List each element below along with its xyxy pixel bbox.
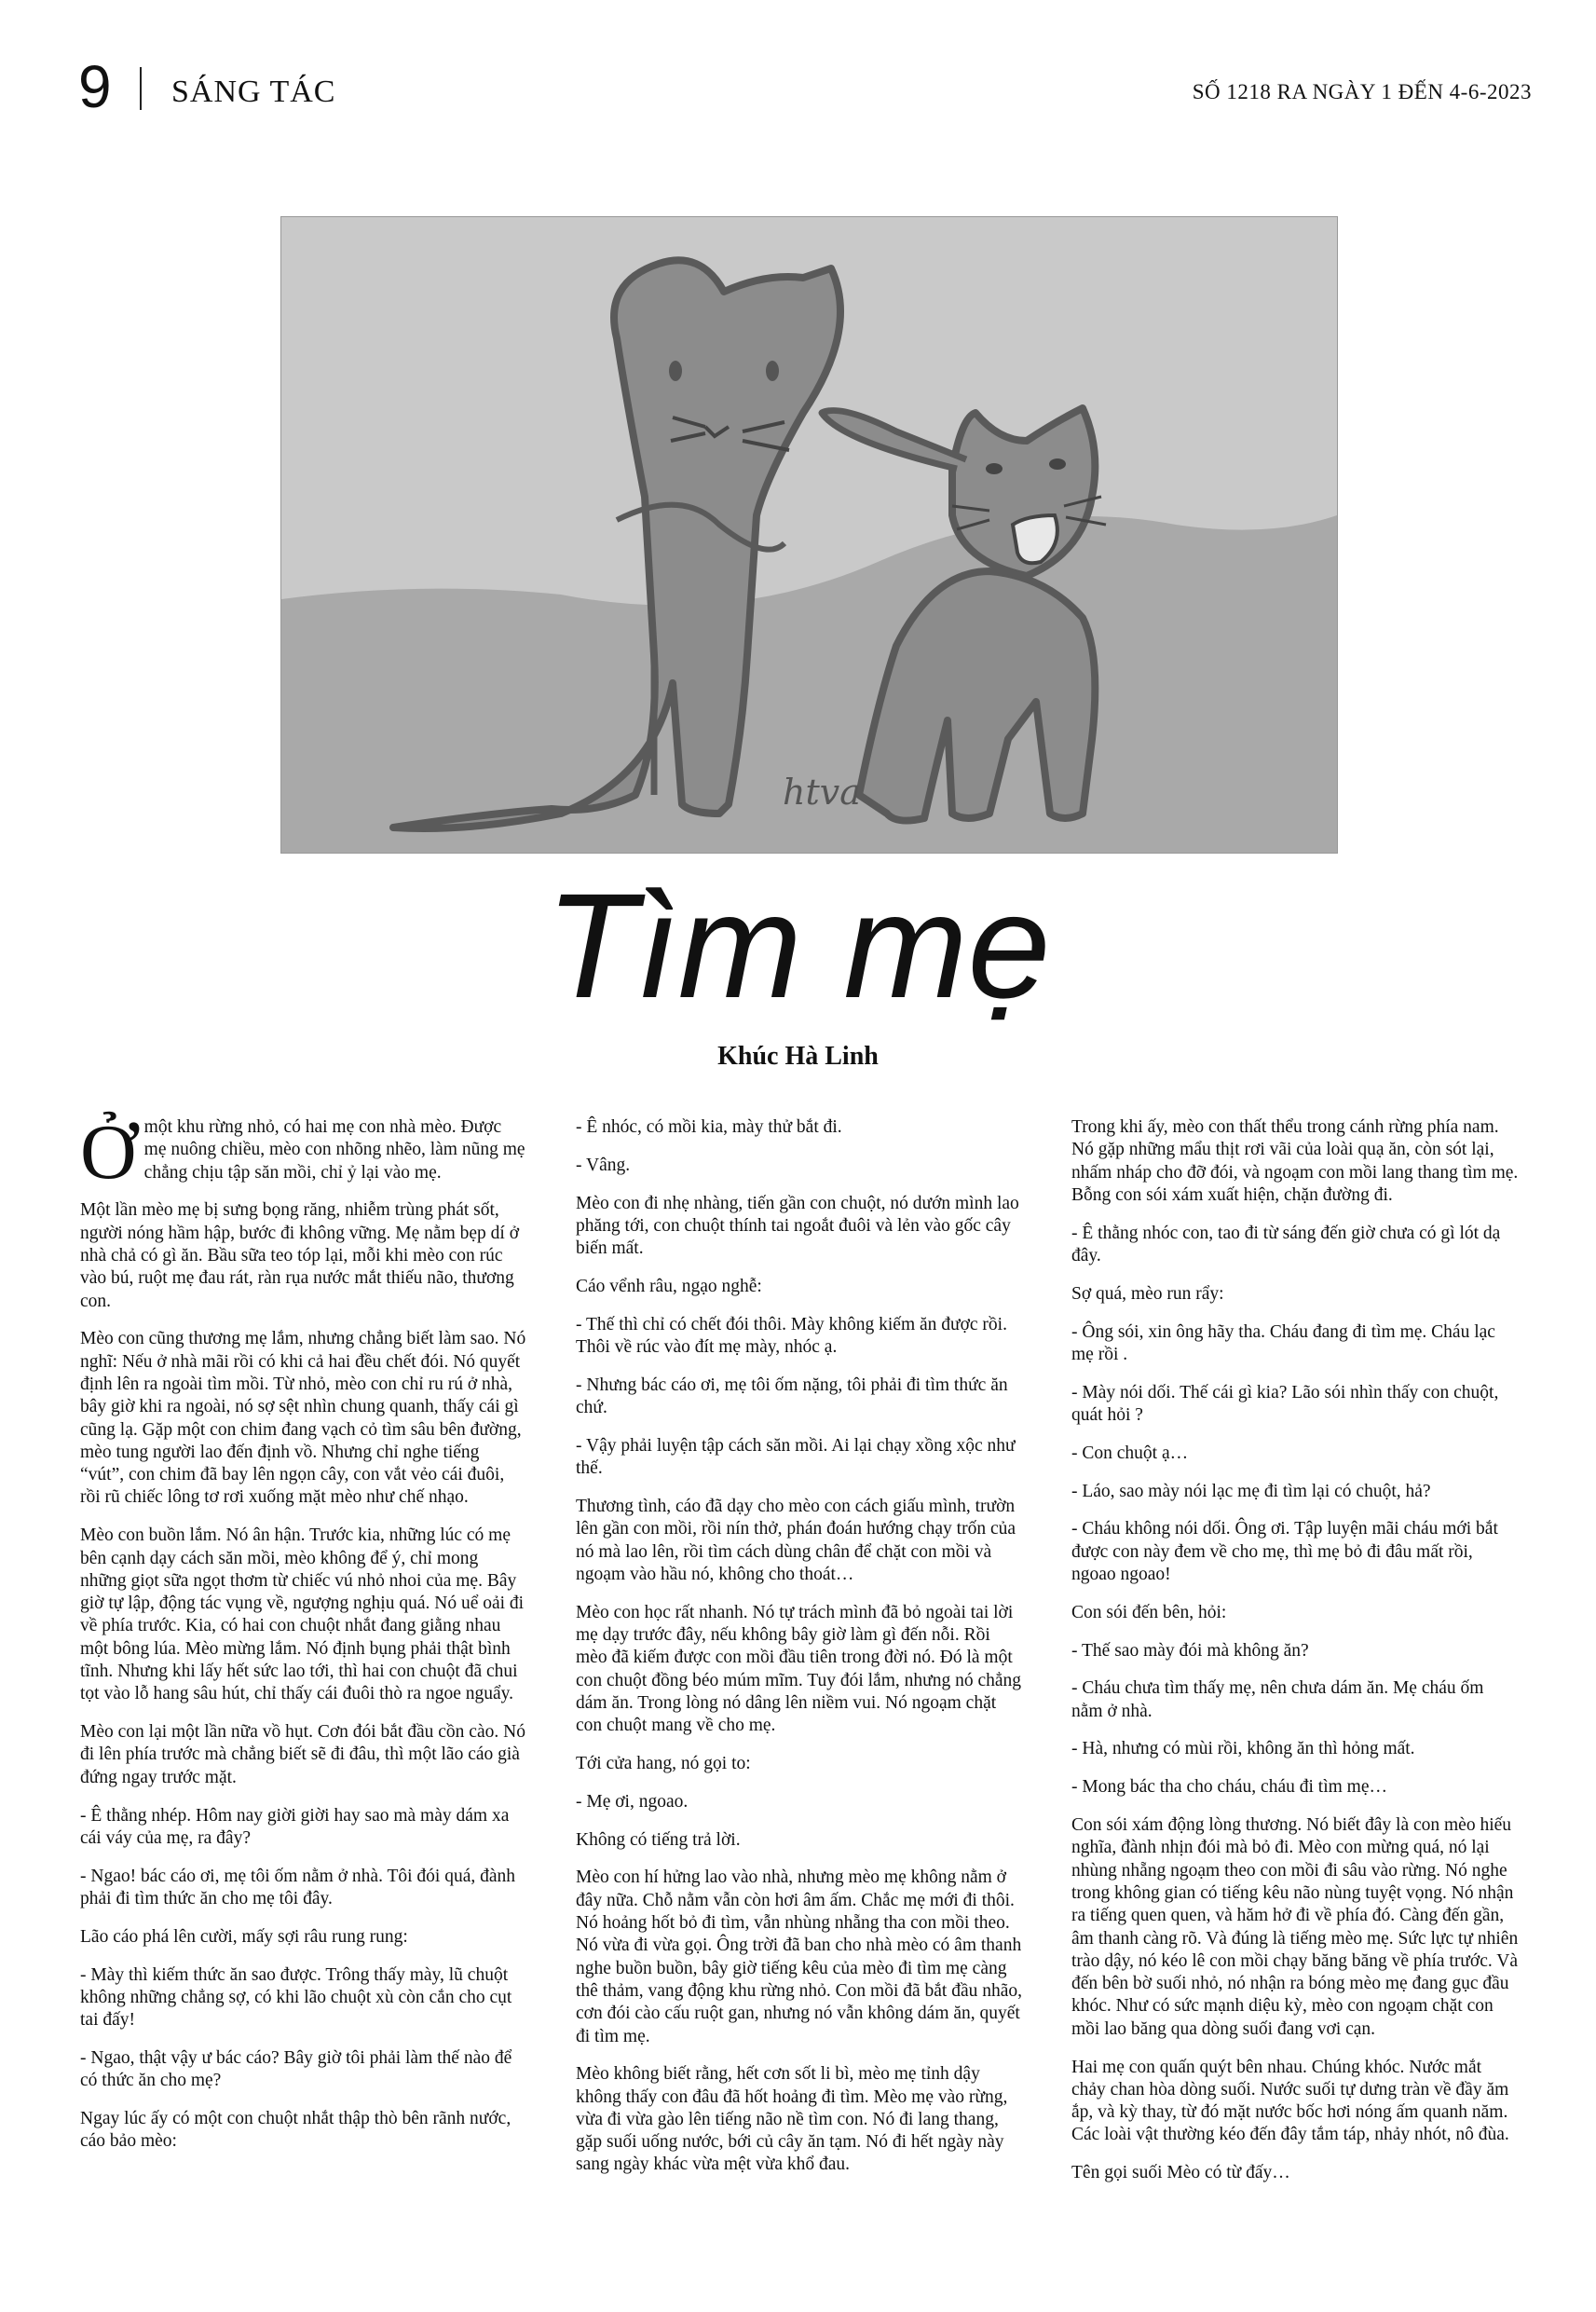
paragraph: Mèo con học rất nhanh. Nó tự trách mình đã bỏ ngoài tai lời mẹ dạy trước đây, nếu không bây giờ làm gì đến nỗi. Rồi mèo đã kiếm được con mồi đầu tiên trong đời nó. Đó là một con chuột đồng béo múm mĩm. Tuy đói lắm, nhưng nó chẳng dám ăn. Trong lòng nó dâng lên niềm vui. Nó ngoạm chặt con chuột mang về cho mẹ.: [576, 1602, 1022, 1736]
paragraph: Sợ quá, mèo run rẩy:: [1071, 1283, 1224, 1304]
mother-cat-eye-right: [766, 361, 779, 381]
paragraph: - Mày thì kiếm thức ăn sao được. Trông thấy mày, lũ chuột không những chẳng sợ, có khi lão chuột xù còn cắn cho cụt tai đấy!: [80, 1964, 512, 2031]
paragraph: - Ê thằng nhép. Hôm nay giời giời hay sao mà mày dám xa cái váy của mẹ, ra đây?: [80, 1805, 510, 1848]
column-1: [80, 1109, 527, 2168]
first-paragraph: Ởmột khu rừng nhỏ, có hai mẹ con nhà mèo. Được mẹ nuông chiều, mèo con nhõng nhẽo, làm nũng mẹ chẳng chịu tập săn mồi, chỉ ỷ lại vào mẹ.: [80, 1109, 525, 1196]
paragraph: - Nhưng bác cáo ơi, mẹ tôi ốm nặng, tôi phải đi tìm thức ăn chứ.: [576, 1375, 1008, 1418]
article-title: Tìm mẹ: [545, 862, 1051, 1029]
paragraph: - Hà, nhưng có mùi rồi, không ăn thì hỏng mất.: [1071, 1739, 1415, 1759]
page-number: 9: [78, 53, 112, 120]
kitten-eye-left: [986, 463, 1003, 474]
paragraph: Hai mẹ con quấn quýt bên nhau. Chúng khóc. Nước mắt chảy chan hòa dòng suối. Nước suối tự dưng tràn về đầy ăm ắp, và kỳ thay, từ đó mặt nước bốc hơi nóng ấm quanh năm. Các loài vật thường kéo đến đây tắm táp, nhảy nhót, nô đùa.: [1071, 2057, 1509, 2145]
paragraph: - Ê nhóc, có mồi kia, mày thử bắt đi.: [576, 1117, 842, 1137]
illustration: [280, 216, 1338, 854]
paragraph: Cáo vểnh râu, ngạo nghễ:: [576, 1276, 762, 1296]
paragraph: - Thế sao mày đói mà không ăn?: [1071, 1640, 1309, 1661]
paragraph: - Con chuột ạ…: [1071, 1443, 1189, 1463]
paragraph: Mèo con lại một lần nữa vồ hụt. Cơn đói bắt đầu cồn cào. Nó đi lên phía trước mà chẳng biết sẽ đi đâu, thì một lão cáo già đứng ngay trước mặt.: [80, 1722, 525, 1787]
paragraph: Mèo con cũng thương mẹ lắm, nhưng chẳng biết làm sao. Nó nghĩ: Nếu ở nhà mãi rồi có khi cả hai đều chết đói. Nó quyết định lên ra ngoài tìm mồi. Từ nhỏ, mèo con chỉ ru rú ở nhà, bây giờ khi ra ngoài, nó sợ sệt nhìn chung quanh, thấy cái gì cũng lạ. Gặp một con chim đang vạch cỏ tìm sâu bên đường, mèo tung người lao đến định vồ. Nhưng chỉ nghe tiếng “vút”, con chim đã bay lên ngọn cây, con vắt vẻo cái đuôi, rồi rũ chiếc lông tơ rơi xuống mặt mèo như chế nhạo.: [80, 1329, 526, 1508]
paragraph: Mèo con hí hửng lao vào nhà, nhưng mèo mẹ không nằm ở đây nữa. Chỗ nằm vẫn còn hơi âm ấm. Chắc mẹ mới đi thôi. Nó hoảng hốt bỏ đi tìm, vẫn nhùng nhẵng tha con mồi theo. Nó vừa đi vừa gọi. Ông trời đã ban cho nhà mèo có âm thanh nghe buồn buồn, bây giờ tiếng kêu của mèo đi tìm mẹ càng thê thảm, vang động khu rừng nhỏ. Con mồi đã bắt đầu nhão, cơn đói cào cấu ruột gan, nhưng nó vẫn không dám ăn, quyết đi tìm mẹ.: [576, 1867, 1023, 2046]
paragraph: - Mong bác tha cho cháu, cháu đi tìm mẹ…: [1071, 1777, 1387, 1798]
paragraph: - Thế thì chỉ có chết đói thôi. Mày không kiếm ăn được rồi. Thôi về rúc vào đít mẹ mày, nhóc ạ.: [576, 1314, 1007, 1358]
paragraph: - Ngao! bác cáo ơi, mẹ tôi ốm nằm ở nhà. Tôi đói quá, đành phải đi tìm thức ăn cho mẹ tôi đây.: [80, 1866, 516, 1908]
paragraph: - Vâng.: [576, 1155, 631, 1175]
paragraph: - Mày nói dối. Thế cái gì kia? Lão sói nhìn thấy con chuột, quát hỏi ?: [1071, 1382, 1499, 1425]
mother-cat-eye-left: [669, 361, 682, 381]
paragraph: Tới cửa hang, nó gọi to:: [576, 1754, 751, 1774]
paragraph: Mèo con buồn lắm. Nó ân hận. Trước kia, những lúc có mẹ bên cạnh dạy cách săn mồi, mèo không để ý, chỉ mong những giọt sữa ngọt thơm từ chiếc vú nhỏ nhoi của mẹ. Bây giờ tự lập, động tác vụng về, ngượng nghịu quá. Nó uể oải đi về phía trước. Kia, có hai con chuột nhắt đang giằng nhau một bông lúa. Mèo mừng lắm. Nó định bụng phải thật bình tĩnh. Nhưng khi lấy hết sức lao tới, thì hai con chuột đã chui tọt vào lỗ hang sâu hút, chỉ thấy cái đuôi thò ra ngoe nguẩy.: [80, 1525, 525, 1704]
paragraph: - Cháu chưa tìm thấy mẹ, nên chưa dám ăn. Mẹ cháu ốm nằm ở nhà.: [1071, 1678, 1484, 1721]
paragraph: Tên gọi suối Mèo có từ đấy…: [1071, 2163, 1290, 2183]
paragraph: Con sói xám động lòng thương. Nó biết đây là con mèo hiếu nghĩa, đành nhịn đói mà bỏ đi. Mèo con mừng quá, nó lại nhùng nhẵng ngoạm theo con mồi đi sâu vào rừng. Nó nghe trong không gian có tiếng kêu não nùng tuyệt vọng. Nó nhận ra tiếng quen quen, và hăm hở đi về phía đó. Càng đến gần, âm thanh càng rõ. Và đúng là tiếng mèo mẹ. Sức lực tự nhiên trào dậy, nó kéo lê con mồi chạy băng băng về phía trước. Và đến bên bờ suối nhỏ, nó nhận ra bóng mèo mẹ đang gục đầu khóc. Như có sức mạnh diệu kỳ, mèo con ngoạm chặt con mồi lao băng qua dòng suối đang vơi cạn.: [1071, 1815, 1519, 2039]
paragraph: Con sói đến bên, hỏi:: [1071, 1602, 1227, 1622]
paragraph: Một lần mèo mẹ bị sưng bọng răng, nhiễm trùng phát sốt, người nóng hầm hập, bước đi không vững. Mẹ nằm bẹp dí ở nhà chả có gì ăn. Bầu sữa teo tóp lại, mỗi khi mèo con rúc vào bú, ruột mẹ đau rát, ràn rụa nước mắt thiếu não, thương con.: [80, 1200, 519, 1311]
artist-signature: htva: [783, 772, 861, 813]
paragraph: - Láo, sao mày nói lạc mẹ đi tìm lại có chuột, hả?: [1071, 1481, 1431, 1501]
column-3: [1071, 1116, 1519, 2200]
page-header: [78, 53, 1532, 121]
paragraph: - Mẹ ơi, ngoao.: [576, 1791, 689, 1812]
paragraph: Thương tình, cáo đã dạy cho mèo con cách giấu mình, trườn lên gần con mồi, rồi nín thở, phán đoán hướng chạy trốn của nó mà lao lên, rồi tìm cách dùng chân để chặt con mồi và ngoạm vào hầu nó, không cho thoát…: [576, 1497, 1016, 1584]
header-divider: [140, 67, 142, 110]
issue-info: SỐ 1218 RA NGÀY 1 ĐẾN 4-6-2023: [1192, 80, 1532, 103]
cats-drawing: [281, 217, 1337, 853]
paragraph: Mèo không biết rằng, hết cơn sốt li bì, mèo mẹ tỉnh dậy không thấy con đâu đã hốt hoảng đi tìm. Mèo mẹ vào rừng, vừa đi vừa gào lên tiếng não nề tìm con. Nó đi lang thang, gặp suối uống nước, bới củ cây ăn tạm. Nó đi hết ngày này sang ngày khác vừa mệt vừa khổ đau.: [576, 2064, 1008, 2175]
section-title: SÁNG TÁC: [171, 75, 336, 109]
kitten-eye-right: [1049, 458, 1066, 470]
paragraph: Lão cáo phá lên cười, mấy sợi râu rung rung:: [80, 1926, 408, 1947]
paragraph: Không có tiếng trả lời.: [576, 1829, 741, 1850]
paragraph: Mèo con đi nhẹ nhàng, tiến gần con chuột, nó dướn mình lao phăng tới, con chuột thính tai ngoắt đuôi và lẻn vào gốc cây biến mất.: [576, 1193, 1019, 1259]
dropcap: Ở: [80, 1109, 137, 1196]
article-author: Khúc Hà Linh: [717, 1042, 879, 1071]
paragraph: Trong khi ấy, mèo con thất thểu trong cánh rừng phía nam. Nó gặp những mẩu thịt rơi vãi của loài quạ ăn, còn sót lại, nhấm nháp cho đỡ đói, và ngoạm con mồi lang thang tìm mẹ. Bỗng con sói xám xuất hiện, chặn đường đi.: [1071, 1117, 1519, 1205]
paragraph: - Vậy phải luyện tập cách săn mồi. Ai lại chạy xồng xộc như thế.: [576, 1435, 1016, 1479]
paragraph: - Cháu không nói dối. Ông ơi. Tập luyện mãi cháu mới bắt được con này đem về cho mẹ, thì mẹ bỏ đi đâu mất rồi, ngoao ngoao!: [1071, 1519, 1498, 1584]
column-2: [576, 1116, 1023, 2192]
paragraph: Ngay lúc ấy có một con chuột nhắt thập thò bên rãnh nước, cáo bảo mèo:: [80, 2108, 512, 2152]
paragraph: - Ngao, thật vậy ư bác cáo? Bây giờ tôi phải làm thế nào để có thức ăn cho mẹ?: [80, 2047, 512, 2091]
paragraph: - Ông sói, xin ông hãy tha. Cháu đang đi tìm mẹ. Cháu lạc mẹ rồi .: [1071, 1321, 1495, 1364]
paragraph: - Ê thằng nhóc con, tao đi từ sáng đến giờ chưa có gì lót dạ đây.: [1071, 1223, 1501, 1265]
